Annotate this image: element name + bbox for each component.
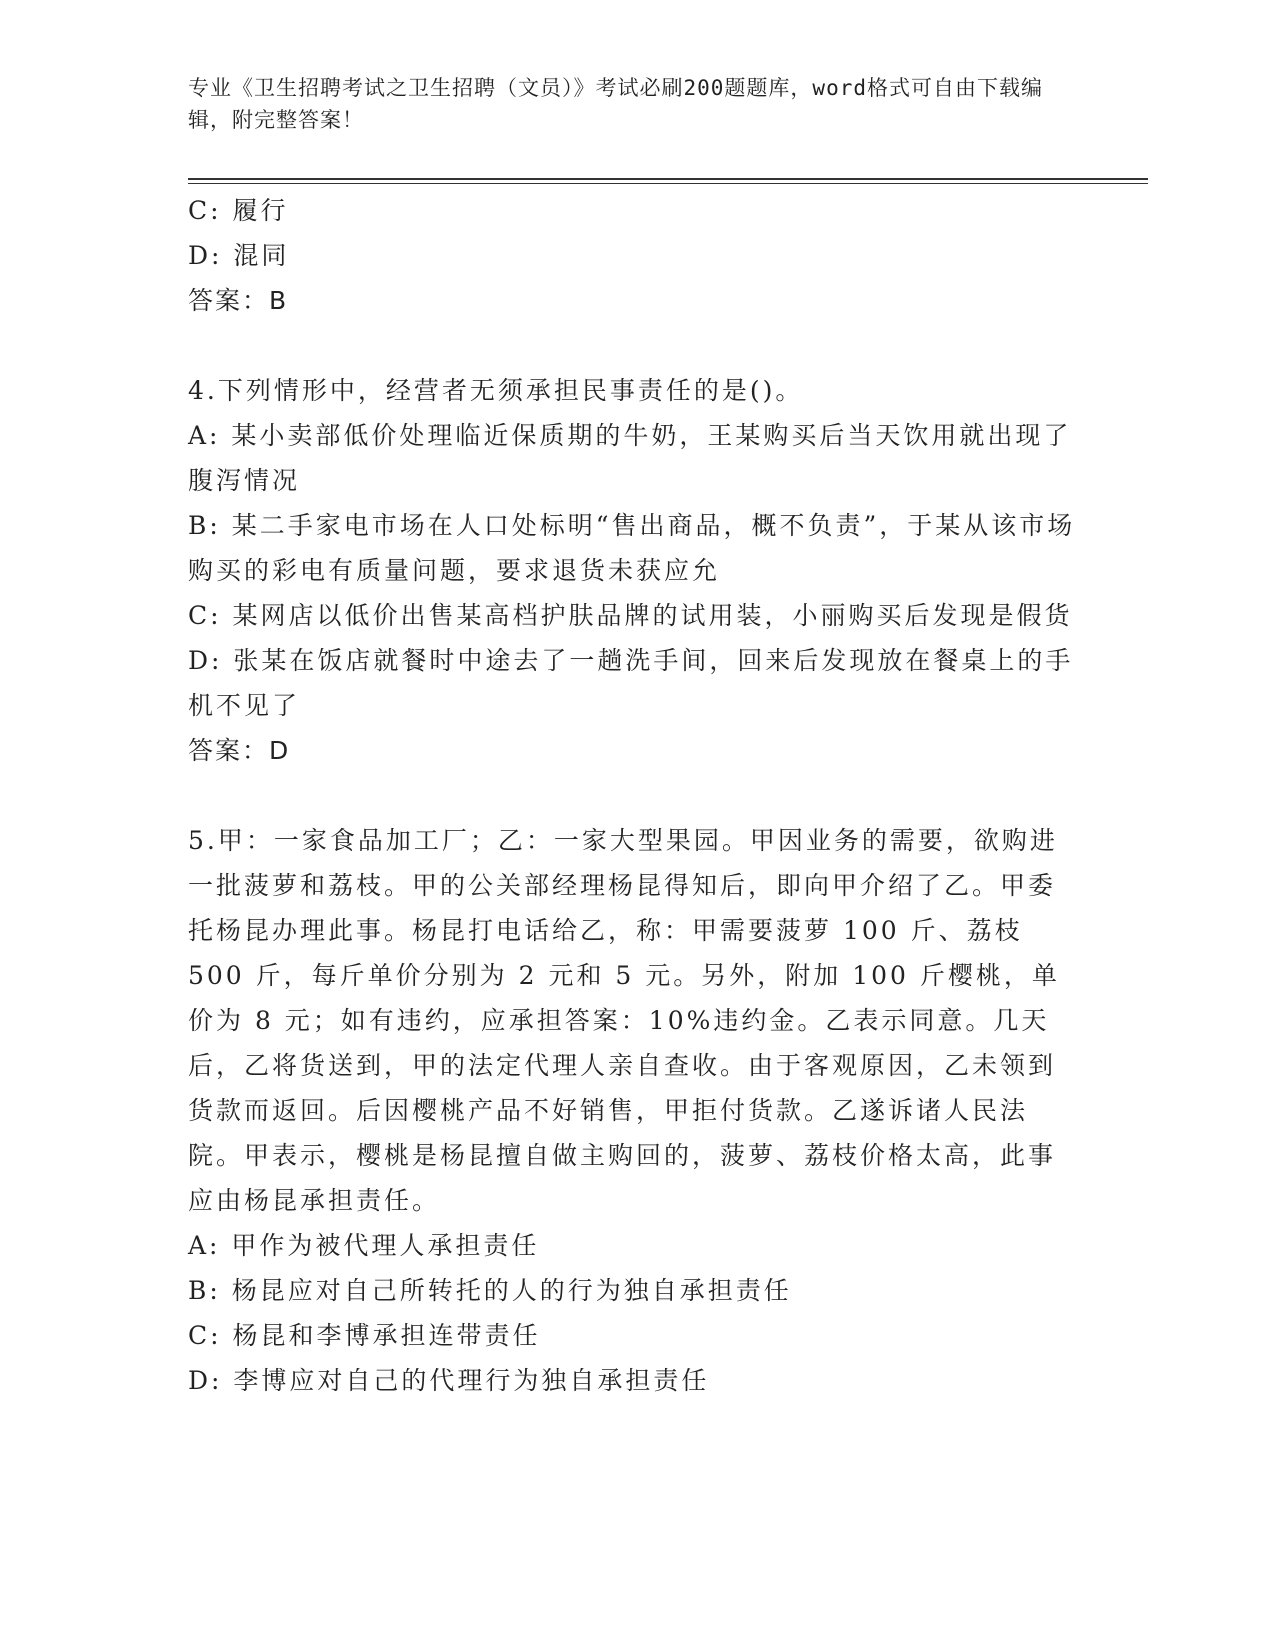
q5-option-b: B: 杨昆应对自己所转托的人的行为独自承担责任 — [188, 1276, 792, 1305]
q3-option-d: D: 混同 — [188, 241, 290, 270]
q4-option-a: A: 某小卖部低价处理临近保质期的牛奶，王某购买后当天饮用就出现了腹泻情况 — [188, 421, 1072, 495]
spacer — [188, 773, 1078, 818]
q4-option-c: C: 某网店以低价出售某高档护肤品牌的试用装，小丽购买后发现是假货 — [188, 601, 1073, 630]
q5-stem: 5.甲：一家食品加工厂；乙：一家大型果园。甲因业务的需要，欲购进一批菠萝和荔枝。甲的公关部经理杨昆得知后，即向甲介绍了乙。甲委托杨昆办理此事。杨昆打电话给乙，称：甲需要菠萝 100 斤、荔枝 500 斤，每斤单价分别为 2 元和 5 元。另外，附加 100 斤樱桃，单价为 8 元；如有违约，应承担答案：10%违约金。乙表示同意。几天后，乙将货送到，甲的法定代理人亲自查收。由于客观原因，乙未领到货款而返回。后因樱桃产品不好销售，甲拒付货款。乙遂诉诸人民法院。甲表示，樱桃是杨昆擅自做主购回的，菠萝、荔枝价格太高，此事应由杨昆承担责任。 — [188, 826, 1060, 1215]
q5-option-c: C: 杨昆和李博承担连带责任 — [188, 1321, 541, 1350]
spacer — [188, 323, 1078, 368]
document-header: 专业《卫生招聘考试之卫生招聘（文员）》考试必刷200题题库，word格式可自由下载编辑，附完整答案！ — [188, 76, 1043, 132]
q4-stem: 4.下列情形中，经营者无须承担民事责任的是()。 — [188, 376, 804, 405]
q3-answer: 答案：B — [188, 286, 289, 315]
q3-option-c: C: 履行 — [188, 196, 289, 225]
document-body — [188, 188, 1078, 1403]
q4-option-d: D: 张某在饭店就餐时中途去了一趟洗手间，回来后发现放在餐桌上的手机不见了 — [188, 646, 1074, 720]
q4-option-b: B: 某二手家电市场在人口处标明“售出商品，概不负责”，于某从该市场购买的彩电有质量问题，要求退货未获应允 — [188, 511, 1076, 585]
header-rule-thick — [188, 178, 1148, 180]
header-rule-thin — [188, 183, 1148, 184]
q5-option-a: A: 甲作为被代理人承担责任 — [188, 1231, 540, 1260]
q4-answer: 答案：D — [188, 736, 291, 765]
q5-option-d: D: 李博应对自己的代理行为独自承担责任 — [188, 1366, 710, 1395]
